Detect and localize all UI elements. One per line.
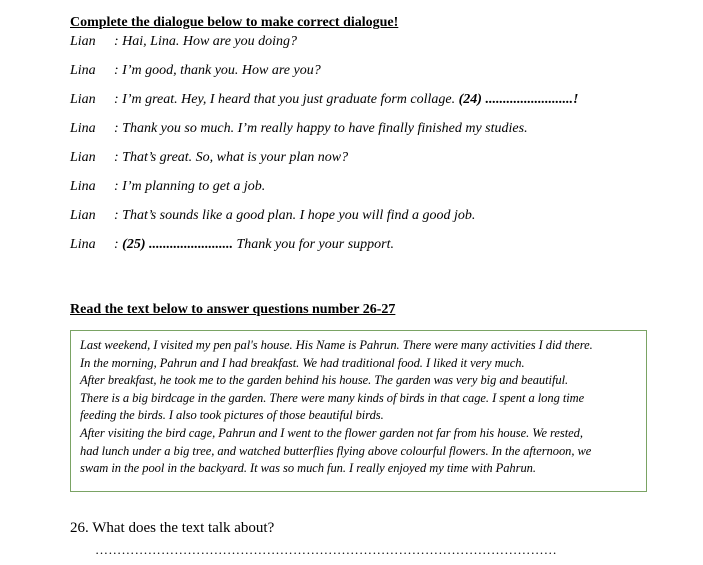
dialogue-text: : Thank you so much. I’m really happy to have finally finished my studies. xyxy=(114,121,528,136)
dialogue-speaker: Lina xyxy=(70,63,96,78)
dialogue-speaker: Lina xyxy=(70,179,96,194)
passage-line: There is a big birdcage in the garden. There were many kinds of birds in that cage. I spent a long time xyxy=(80,390,585,405)
dialogue-line xyxy=(70,150,348,166)
passage-line: had lunch under a big tree, and watched butterflies flying above colourful flowers. In the afternoon, we xyxy=(80,443,592,458)
dialogue-line xyxy=(70,63,321,79)
passage-line: Last weekend, I visited my pen pal's house. His Name is Pahrun. There were many activities I did there. xyxy=(80,338,593,352)
dialogue-speaker: Lina xyxy=(70,237,96,252)
passage-line: After visiting the bird cage, Pahrun and I went to the flower garden not far from his house. We rested, xyxy=(80,425,583,440)
dialogue-line xyxy=(70,179,265,195)
dialogue-speaker: Lian xyxy=(70,208,96,223)
answer-line-26[interactable]: …………………………………………………………………………………………… xyxy=(95,542,557,557)
dialogue-blank: (24) .........................! xyxy=(458,92,579,107)
dialogue-text-tail: Thank you for your support. xyxy=(233,237,394,252)
dialogue-text: : I’m planning to get a job. xyxy=(114,179,266,194)
dialogue-text: : That’s sounds like a good plan. I hope you will find a good job. xyxy=(114,208,476,223)
dialogue-line xyxy=(70,208,475,224)
dialogue-text: : xyxy=(114,237,123,252)
dialogue-text: : Hai, Lina. How are you doing? xyxy=(114,34,298,49)
reading-instruction-heading: Read the text below to answer questions number 26-27 xyxy=(70,302,396,317)
dialogue-line xyxy=(70,34,297,50)
dialogue-text: : I’m great. Hey, I heard that you just graduate form collage. xyxy=(114,92,459,107)
passage-line: After breakfast, he took me to the garden behind his house. The garden was very big and beautiful. xyxy=(80,373,569,388)
dialogue-speaker: Lian xyxy=(70,92,96,107)
reading-passage-box xyxy=(70,330,647,492)
dialogue-speaker: Lian xyxy=(70,150,96,165)
dialogue-line xyxy=(70,92,578,108)
dialogue-text: : That’s great. So, what is your plan now? xyxy=(114,150,349,165)
passage-line: feeding the birds. I also took pictures of those beautiful birds. xyxy=(80,408,384,423)
dialogue-line xyxy=(70,121,528,137)
passage-line: swam in the pool in the backyard. It was so much fun. I really enjoyed my time with Pahrun. xyxy=(80,461,536,476)
dialogue-speaker: Lina xyxy=(70,121,96,136)
question-26: 26. What does the text talk about? xyxy=(70,520,275,536)
passage-line: In the morning, Pahrun and I had breakfast. We had traditional food. I liked it very much. xyxy=(80,355,525,370)
dialogue-speaker: Lian xyxy=(70,34,96,49)
dialogue-text: : I’m good, thank you. How are you? xyxy=(114,63,321,78)
dialogue-blank: (25) ........................ xyxy=(122,237,233,252)
dialogue-instruction-heading: Complete the dialogue below to make correct dialogue! xyxy=(70,15,399,30)
dialogue-line xyxy=(70,237,394,253)
